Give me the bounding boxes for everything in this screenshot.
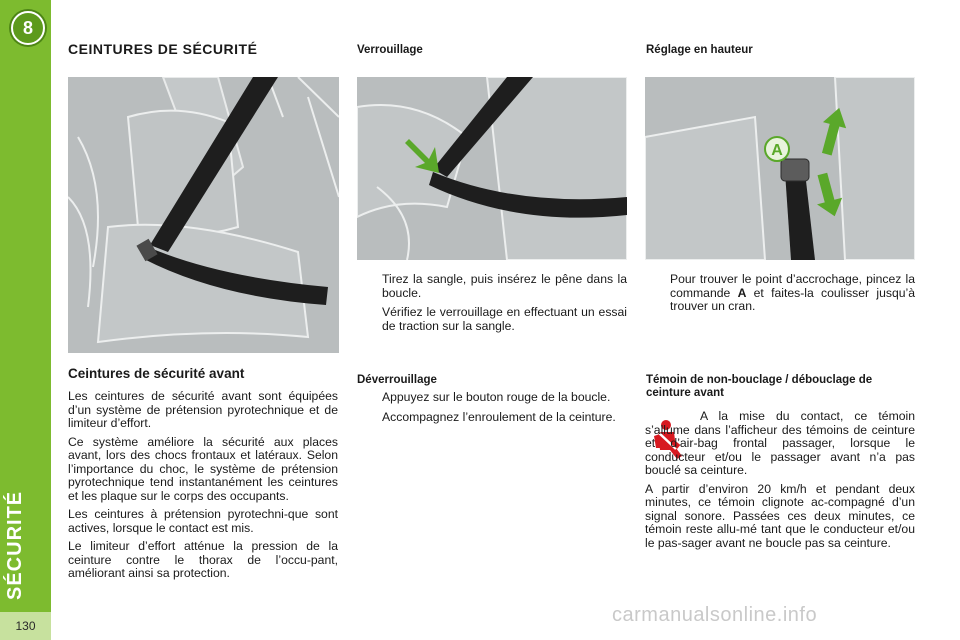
paragraph: A la mise du contact, ce témoin s’allume dans l’afficheur des témoins de ceinture et d’air-bag frontal passager, lorsque le conducteur et/ou le passager avant n’a pas bouclé sa ceinture. bbox=[645, 409, 915, 477]
paragraph: Le limiteur d’effort atténue la pression de la ceinture contre le thorax de l’occu-pant, améliorant ainsi sa protection. bbox=[68, 539, 338, 580]
front-seatbelt-illustration bbox=[68, 77, 339, 353]
locking-instructions bbox=[357, 273, 627, 339]
heading-reglage-hauteur: Réglage en hauteur bbox=[646, 44, 753, 56]
heading-seatbelt-warning: Témoin de non-bouclage / débouclage de ceinture avant bbox=[646, 374, 873, 399]
front-belts-subtitle: Ceintures de sécurité avant bbox=[68, 366, 245, 381]
unlocking-instructions bbox=[357, 391, 627, 430]
buckle-lock-illustration bbox=[357, 77, 627, 260]
height-adjust-instructions bbox=[645, 273, 915, 320]
front-belts-body bbox=[68, 390, 338, 586]
page-number: 130 bbox=[0, 612, 51, 640]
list-item: Accompagnez l’enroulement de la ceinture. bbox=[382, 409, 616, 424]
control-a-label: A bbox=[737, 285, 747, 300]
paragraph: Les ceintures de sécurité avant sont équipées d’un système de prétension pyrotechnique et de limiteur d’effort. bbox=[68, 389, 338, 430]
heading-verrouillage: Verrouillage bbox=[357, 44, 423, 56]
callout-letter-a: A bbox=[771, 142, 783, 159]
list-item: Pour trouver le point d’accrochage, pincez la commande A et faites-la coulisser jusqu’à trouver un cran. bbox=[670, 272, 915, 313]
watermark: carmanualsonline.info bbox=[612, 604, 818, 626]
list-item: Appuyez sur le bouton rouge de la boucle. bbox=[382, 390, 611, 404]
seatbelt-warning-body bbox=[645, 410, 915, 555]
page-title: CEINTURES DE SÉCURITÉ bbox=[68, 41, 258, 57]
section-title: SÉCURITÉ bbox=[4, 490, 26, 600]
list-item: Vérifiez le verrouillage en effectuant un essai de traction sur la sangle. bbox=[382, 305, 627, 333]
paragraph: Les ceintures à prétension pyrotechni-que sont actives, lorsque le contact est mis. bbox=[68, 507, 338, 535]
height-adjust-illustration bbox=[645, 77, 915, 260]
paragraph: A partir d’environ 20 km/h et pendant deux minutes, ce témoin clignote ac-compagné d’un signal sonore. Passées ces deux minutes, ce témoin reste allu-mé tant que le conducteur et/ou le pas-sager avant ne boucle pas sa ceinture. bbox=[645, 481, 915, 550]
paragraph: Ce système améliore la sécurité aux places avant, lors des chocs frontaux et latéraux. Selon l’importance du choc, le système de prétension pyrotechnique tend instantanément les ceintures et les plaque sur le corps des occupants. bbox=[68, 434, 338, 503]
chapter-number-badge: 8 bbox=[11, 11, 45, 45]
heading-deverrouillage: Déverrouillage bbox=[357, 374, 437, 386]
list-item: Tirez la sangle, puis insérez le pêne dans la boucle. bbox=[382, 272, 627, 300]
